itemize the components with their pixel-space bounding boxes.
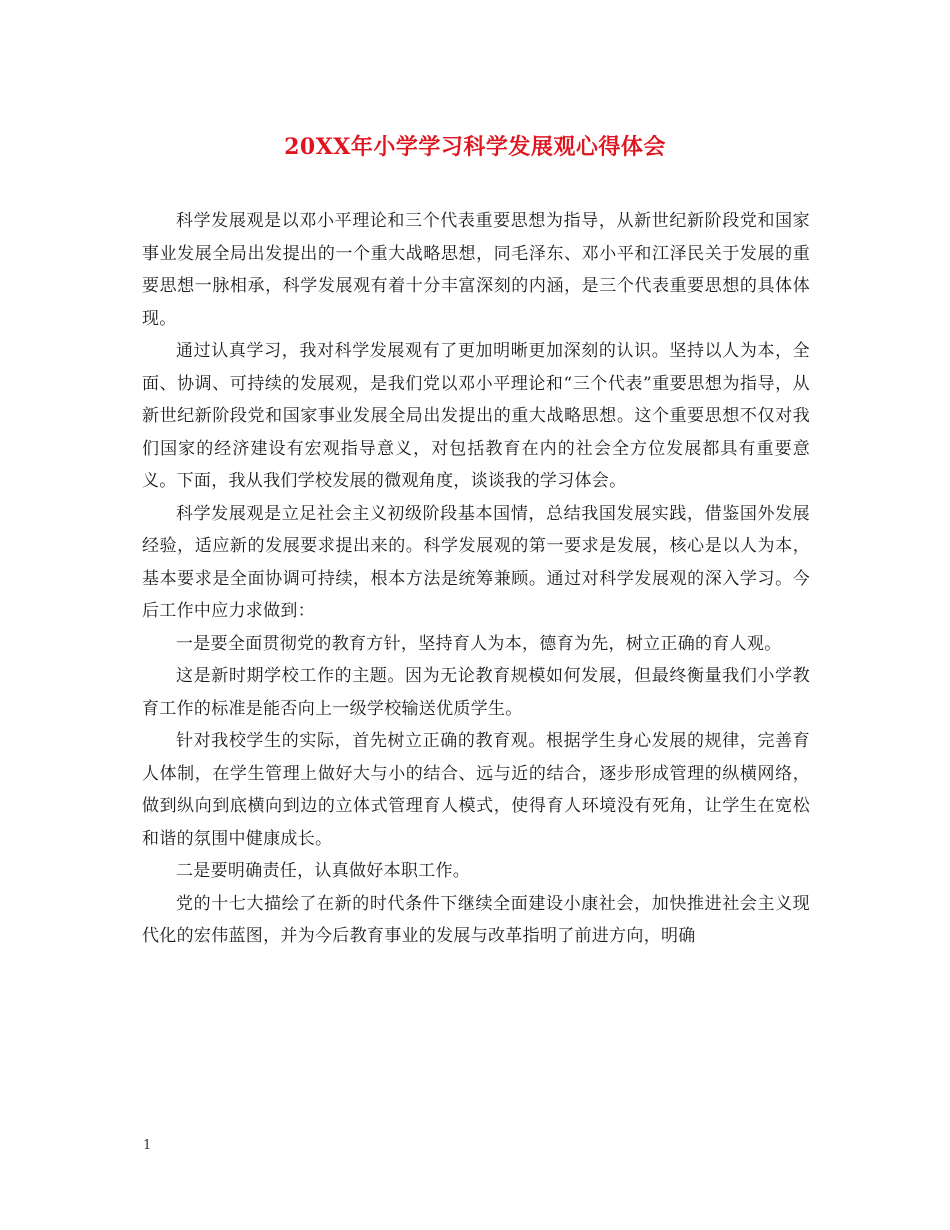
page-number: 1 (143, 1138, 152, 1153)
paragraph-2: 通过认真学习，我对科学发展观有了更加明晰更加深刻的认识。坚持以人为本，全面、协调、可持续的发展观，是我们党以邓小平理论和“三个代表”重要思想为指导，从新世纪新阶段党和国家事业发展全局出发提出的重大战略思想。这个重要思想不仅对我们国家的经济建设有宏观指导意义，对包括教育在内的社会全方位发展都具有重要意义。下面，我从我们学校发展的微观角度，谈谈我的学习体会。 (142, 341, 810, 491)
paragraph-4: 一是要全面贯彻党的教育方针，坚持育人为本，德育为先，树立正确的育人观。 (176, 633, 782, 654)
paragraph-6: 针对我校学生的实际，首先树立正确的教育观。根据学生身心发展的规律，完善育人体制，在学生管理上做好大与小的结合、远与近的结合，逐步形成管理的纵横网络，做到纵向到底横向到边的立体式管理育人模式，使得育人环境没有死角，让学生在宽松和谐的氛围中健康成长。 (142, 731, 810, 849)
paragraph-5: 这是新时期学校工作的主题。因为无论教育规模如何发展，但最终衡量我们小学教育工作的标准是能否向上一级学校输送优质学生。 (142, 666, 810, 719)
paragraph-3: 科学发展观是立足社会主义初级阶段基本国情，总结我国发展实践，借鉴国外发展经验，适应新的发展要求提出来的。科学发展观的第一要求是发展，核心是以人为本，基本要求是全面协调可持续，根本方法是统筹兼顾。通过对科学发展观的深入学习。今后工作中应力求做到： (142, 503, 810, 621)
document-title: 20XX年小学学习科学发展观心得体会 (284, 134, 666, 160)
document-body (142, 205, 810, 953)
paragraph-1: 科学发展观是以邓小平理论和三个代表重要思想为指导，从新世纪新阶段党和国家事业发展全局出发提出的一个重大战略思想，同毛泽东、邓小平和江泽民关于发展的重要思想一脉相承，科学发展观有着十分丰富深刻的内涵，是三个代表重要思想的具体体现。 (142, 211, 810, 329)
paragraph-7: 二是要明确责任，认真做好本职工作。 (176, 861, 471, 881)
paragraph-8: 党的十七大描绘了在新的时代条件下继续全面建设小康社会，加快推进社会主义现代化的宏伟蓝图，并为今后教育事业的发展与改革指明了前进方向，明确 (142, 893, 810, 946)
